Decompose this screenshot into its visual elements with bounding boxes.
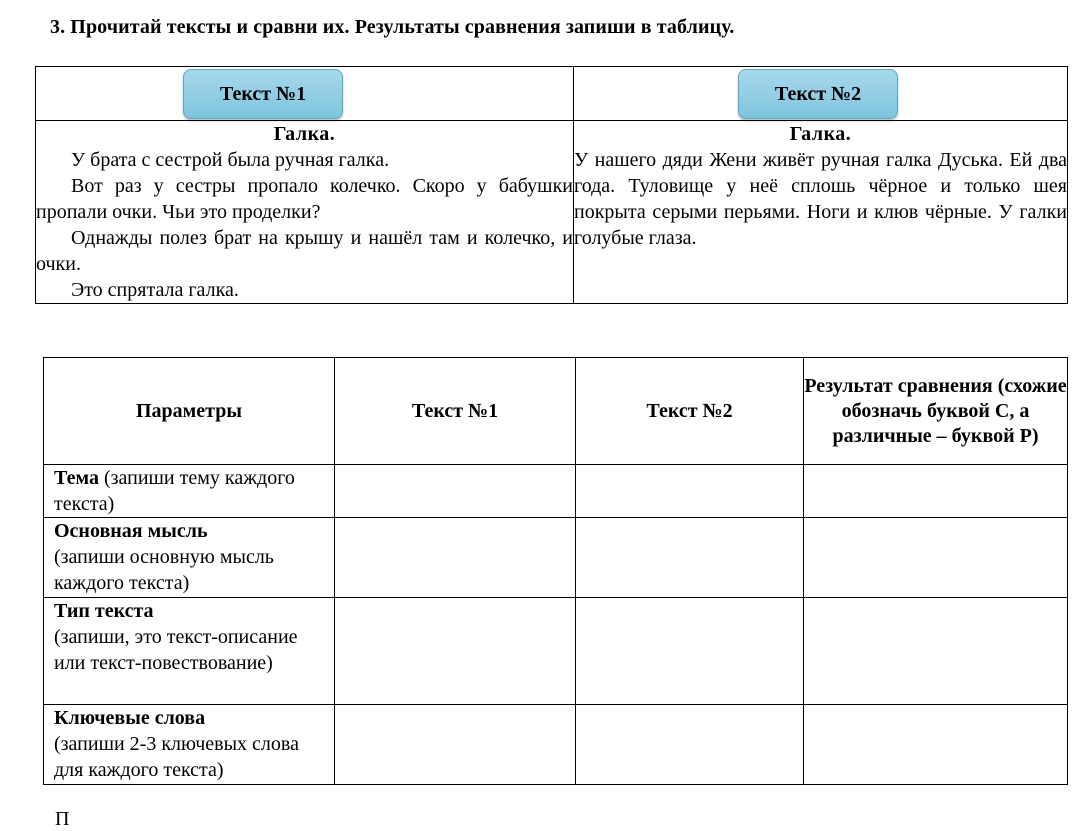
texts-table	[35, 66, 1068, 304]
text2-title: Галка.	[789, 123, 852, 145]
table-row	[44, 518, 1068, 598]
param-cell-keywords	[44, 705, 335, 785]
table-row	[44, 598, 1068, 705]
param-cell-topic	[44, 465, 335, 518]
table-row	[44, 705, 1068, 785]
answer-cell[interactable]	[576, 705, 804, 785]
param-hint: (запиши 2-3 ключевых слова для каждого текста)	[54, 733, 299, 781]
comparison-header-row	[44, 358, 1068, 465]
header-result: Результат сравнения (схожие обозначь буквой С, а различные – буквой Р)	[804, 358, 1068, 465]
answer-cell[interactable]	[335, 518, 576, 598]
param-name: Основная мысль	[54, 520, 208, 542]
answer-cell[interactable]	[804, 598, 1068, 705]
text2-tab-label: Текст №2	[738, 69, 898, 119]
cut-off-text: П	[55, 808, 70, 830]
texts-body-row	[36, 121, 1068, 304]
answer-cell[interactable]	[804, 518, 1068, 598]
text1-paragraph: Однажды полез брат на крышу и нашёл там и колечко, и очки.	[36, 227, 573, 275]
header-text2: Текст №2	[576, 358, 804, 465]
text1-title: Галка.	[273, 123, 336, 145]
param-name: Тип текста	[54, 600, 154, 622]
param-hint: (запиши основную мысль каждого текста)	[54, 546, 274, 594]
text2-cell	[574, 121, 1068, 304]
answer-cell[interactable]	[576, 518, 804, 598]
text1-tab-label: Текст №1	[183, 69, 343, 119]
answer-cell[interactable]	[335, 598, 576, 705]
answer-cell[interactable]	[335, 705, 576, 785]
header-params: Параметры	[44, 358, 335, 465]
table-row	[44, 465, 1068, 518]
param-name: Тема	[54, 467, 99, 489]
param-hint: (запиши тему каждого текста)	[54, 467, 295, 515]
answer-cell[interactable]	[576, 598, 804, 705]
text2-body: У нашего дяди Жени живёт ручная галка Дуська. Ей два года. Туловище у неё сплошь чёрное и только шея покрыта серыми перьями. Ноги и клюв чёрные. У галки голубые глаза.	[574, 149, 1067, 249]
text2-header-cell	[574, 67, 1068, 121]
text1-header-cell	[36, 67, 574, 121]
param-cell-text-type	[44, 598, 335, 705]
param-cell-main-idea	[44, 518, 335, 598]
answer-cell[interactable]	[804, 465, 1068, 518]
texts-header-row	[36, 67, 1068, 121]
comparison-table	[43, 357, 1068, 785]
answer-cell[interactable]	[335, 465, 576, 518]
task-title: 3. Прочитай тексты и сравни их. Результаты сравнения запиши в таблицу.	[50, 16, 735, 38]
answer-cell[interactable]	[804, 705, 1068, 785]
answer-cell[interactable]	[576, 465, 804, 518]
header-text1: Текст №1	[335, 358, 576, 465]
text1-cell	[36, 121, 574, 304]
text1-paragraph: Вот раз у сестры пропало колечко. Скоро у бабушки пропали очки. Чьи это проделки?	[36, 175, 573, 223]
text1-paragraph: Это спрятала галка.	[71, 279, 239, 301]
param-name: Ключевые слова	[54, 707, 206, 729]
text1-paragraph: У брата с сестрой была ручная галка.	[71, 149, 390, 171]
param-hint: (запиши, это текст-описание или текст-повествование)	[54, 626, 298, 674]
